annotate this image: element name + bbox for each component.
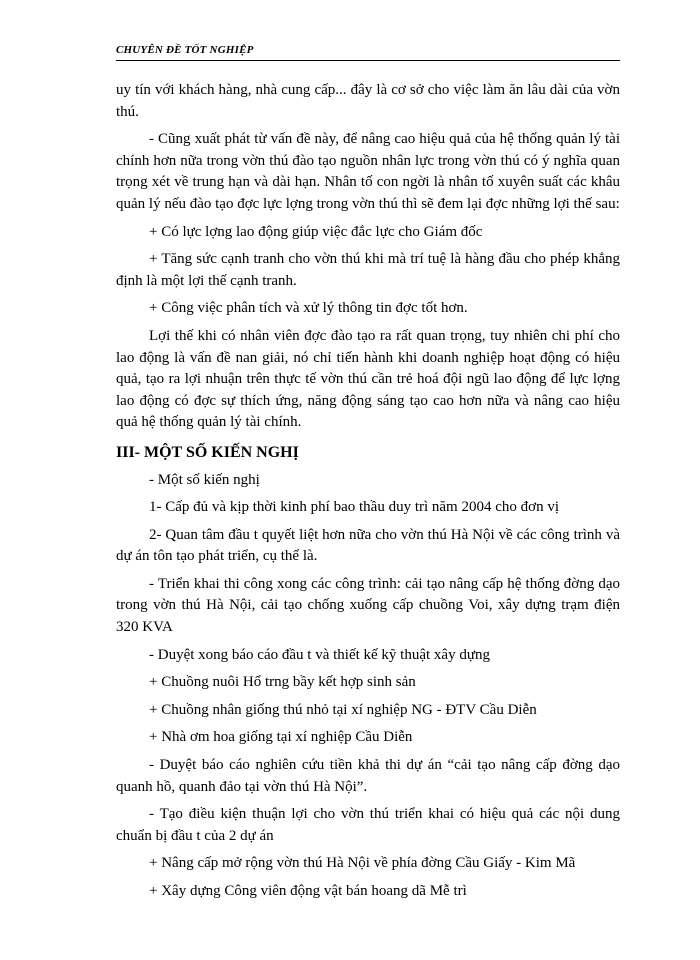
list-item: + Chuồng nhân giống thú nhỏ tại xí nghiệp NG - ĐTV Cầu Diễn: [149, 701, 537, 718]
list-item: - Duyệt xong báo cáo đầu t và thiết kế kỹ thuật xây dựng: [149, 646, 490, 663]
list-item: + Tăng sức cạnh tranh cho vờn thú khi mà trí tuệ là hàng đầu cho phép khẳng định là một lợi thế cạnh tranh.: [116, 251, 620, 289]
list-item: - Duyệt báo cáo nghiên cứu tiền khả thi dự án “cải tạo nâng cấp đờng dạo quanh hồ, quanh đảo tại vờn thú Hà Nội”.: [116, 757, 620, 795]
list-item: + Công việc phân tích và xử lý thông tin đợc tốt hơn.: [149, 300, 468, 317]
list-item: + Có lực lợng lao động giúp việc đắc lực cho Giám đốc: [149, 223, 483, 240]
paragraph: - Cũng xuất phát từ vấn đề này, để nâng cao hiệu quả của hệ thống quản lý tài chính hơn nữa trong vờn thú đào tạo nguồn nhân lực trong vờn thú có ý nghĩa quan trọng xét về trung hạn và dài hạn. Nhân tố con ngời là nhân tố xuyên suất các khâu quản lý nếu đào tạo đợc lực lợng trong vờn thú thì sẽ đem lại đợc những lợi thế sau:: [116, 131, 620, 212]
section-heading: III- MỘT SỐ KIẾN NGHỊ: [116, 443, 299, 461]
paragraph: Lợi thế khi có nhân viên đợc đào tạo ra rất quan trọng, tuy nhiên chi phí cho lao động là vấn đề nan giải, nó chỉ tiến hành khi doanh nghiệp hoạt động có hiệu quả, tạo ra lợi nhuận trên thực tế vờn thú cần trẻ hoá đội ngũ lao động để lực lợng lao động có đợc sự thích ứng, năng động sáng tạo cao hơn nữa và nâng cao hiệu quả hệ thống quản lý tài chính.: [116, 327, 620, 431]
list-item: - Tạo điều kiện thuận lợi cho vờn thú triển khai có hiệu quả các nội dung chuẩn bị đầu t của 2 dự án: [116, 806, 620, 844]
list-item: + Nâng cấp mở rộng vờn thú Hà Nội về phía đờng Cầu Giấy - Kim Mã: [149, 855, 576, 872]
list-item: + Xây dựng Công viên động vật bán hoang dã Mễ trì: [149, 883, 467, 899]
header-title: CHUYÊN ĐỀ TỐT NGHIỆP: [116, 44, 254, 56]
list-item: 2- Quan tâm đầu t quyết liệt hơn nữa cho vờn thú Hà Nội về các công trình và dự án tôn tạo phát triển, cụ thể là.: [116, 526, 620, 565]
list-item: - Triển khai thi công xong các công trình: cải tạo nâng cấp hệ thống đờng dạo trong vờn thú Hà Nội, cải tạo chống xuống cấp chuồng Voi, xây dựng trạm điện 320 KVA: [116, 575, 620, 636]
list-item: + Nhà ơm hoa giống tại xí nghiệp Cầu Diễn: [149, 729, 413, 746]
list-item: + Chuồng nuôi Hổ trng bầy kết hợp sinh sản: [149, 674, 416, 691]
document-body: [116, 80, 620, 909]
page-header: [116, 44, 620, 61]
list-item: - Một số kiến nghị: [149, 471, 260, 488]
paragraph: uy tín với khách hàng, nhà cung cấp... đây là cơ sở cho việc làm ăn lâu dài của vờn thú.: [116, 82, 620, 120]
list-item: 1- Cấp đủ và kịp thời kinh phí bao thầu duy trì năm 2004 cho đơn vị: [149, 499, 559, 516]
